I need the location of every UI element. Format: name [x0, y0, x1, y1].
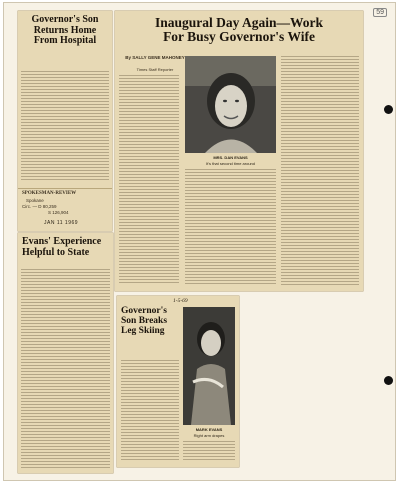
- article-text: [21, 269, 110, 468]
- handwritten-date-note: 1-5-69: [173, 298, 188, 304]
- photo-subcaption-mrs-dan-evans: It's that second time around: [205, 161, 255, 166]
- boy-portrait-image: [183, 307, 235, 425]
- clipping-evans-experience: [18, 233, 113, 473]
- headline-line-1: Inaugural Day Again—Work: [154, 15, 324, 30]
- woman-portrait-image: [185, 56, 276, 153]
- circulation-sunday: S 126,904: [48, 210, 69, 215]
- photo-caption-mark-evans: MARK EVANS: [195, 427, 223, 432]
- headline-son-returns-home: Governor's Son Returns Home From Hospital: [31, 14, 99, 46]
- byline-sub: Times Staff Reporter: [136, 67, 174, 72]
- article-text: [21, 71, 109, 182]
- article-column-2: [185, 169, 276, 285]
- article-column-3: [281, 56, 359, 285]
- clipping-son-returns-home: [18, 11, 112, 188]
- photo-mark-evans: [183, 307, 235, 425]
- byline: By SALLY GENE MAHONEY: [125, 55, 185, 60]
- masthead-spokesman-review: SPOKESMAN-REVIEW: [22, 191, 77, 196]
- headline-evans-experience: Evans' Experience Helpful to State: [22, 236, 102, 258]
- clipping-spokesman-review: [18, 189, 112, 231]
- clipping-son-breaks-leg: [117, 296, 239, 467]
- binder-hole-bottom: [384, 376, 393, 385]
- date-stamp: JAN 11 1969: [44, 220, 79, 226]
- article-column-1: [119, 75, 179, 285]
- photo-caption-mrs-dan-evans: MRS. DAN EVANS: [213, 155, 248, 160]
- photo-mrs-dan-evans: [185, 56, 276, 153]
- clipping-inaugural-day: [115, 11, 363, 291]
- circulation-daily: Circ. — D 80,259: [22, 204, 57, 209]
- page-number: 59: [373, 8, 387, 17]
- headline-son-breaks-leg: Governor's Son Breaks Leg Skiing: [121, 306, 168, 336]
- photo-subcaption-mark-evans: Right arm drapes: [193, 433, 225, 438]
- headline-inaugural-day: [119, 16, 359, 44]
- headline-line-2: For Busy Governor's Wife: [163, 29, 315, 45]
- article-column-2: [183, 441, 235, 462]
- article-column-1: [121, 360, 179, 462]
- scrapbook-page: [3, 2, 396, 481]
- binder-hole-top: [384, 105, 393, 114]
- masthead-city: Spokane: [26, 198, 44, 203]
